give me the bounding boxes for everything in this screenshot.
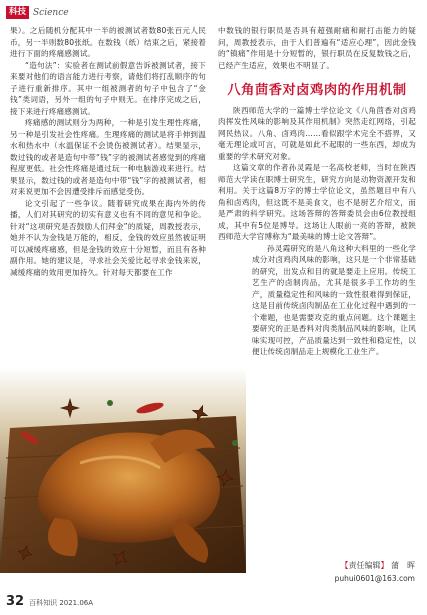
section-tag [6, 6, 69, 19]
right-paragraph-3: 孙灵霞研究的是八角这种大料里的一些化学成分对卤鸡肉风味的影响，这只是一个非常基础的研究，出发点和目的就是要走上应用。传统工艺生产的卤制肉品，尤其是很多手工作坊的生产，质量稳定性和风味的一致性很难得到保证，这是目前传统卤肉制品在工业化过程中遇到的一个难题，也是需要攻克的重点问题。这个课题主要研究的正是香料对肉类制品风味的影响，让风味实现可控，产品质量达到一致性和稳定性，以便让传统卤制品走上规模化工业生产。 [252, 243, 416, 356]
editor-credit: 【责任编辑】 蒲 晖 [340, 561, 415, 570]
right-paragraph-1: 陕西师范大学的一篇博士学位论文《八角茴香对卤鸡肉挥发性风味的影响及其作用机制》突然走红网络，引起网民热议。八角、卤鸡肉……看似跟学术完全不搭界，又毫无理论或可言，可就是如此不起眼的一些东西，却成为重要的学术研究对象。 [218, 105, 416, 161]
right-paragraph-continued: 中数钱的银行职员是否具有超强耐痛和耐打击能力的疑问，周教授表示，由于人们普遍有“适应心理”，因此金钱的“镇痛”作用是十分短暂的，银行职员在反复数钱之后，已经产生适应，效果也不明显了。 [218, 26, 416, 70]
right-column [218, 25, 416, 358]
editor-label: 责任编辑 [348, 561, 381, 570]
article-title: 八角茴香对卤鸡肉的作用机制 [227, 83, 407, 98]
left-paragraph-3: 疼痛感的测试则分为两种，一种是引发生理性疼痛，另一种是引发社会性疼痛。生理疼痛的测试是将手伸到温水和热水中（水温保证不会烫伤被测试者）。结果显示，数过钱的或者是造句中带“钱”字的被测试者感觉到的疼痛程度更低。社会性疼痛是通过玩一种电脑游戏来进行。结果显示，数过钱的或者是造句中带“钱”字的被测试者，相对来说更加不会因遭受排斥而感觉受伤。 [10, 118, 206, 196]
left-paragraph-4: 论文引起了一些争议。随着研究成果在海内外的传播，人们对其研究的切实有意义也有不同的意见和争论。针对“这项研究是否鼓励人们拜金”的质疑，周教授表示，她并不认为金钱是万能的，相反，金钱的效应虽然被证明可以减缓疼痛感，但是金钱的效应十分短暂，而且有各种副作用。她的建议是，寻求社会关爱比起寻求金钱来说，减缓疼痛的效用更加持久。针对每天都要在工作 [10, 198, 206, 277]
right-paragraph-2: 这篇文章的作者孙灵霞是一名高校老师，当时在陕西师范大学读在职博士研究生，研究方向是动物资源开发和利用。关于这篇8万字的博士学位论文，虽然题目中有八角和卤鸡肉，但这既不是美食文，也不是厨艺介绍文，而是严肃的科学研究。这场答辩的答辩委员会由6位教授组成，其中有5位是博导。这场让人眼前一亮的答辩，被陕西师范大学官博称为“最美味的博士论文答辩”。 [218, 163, 416, 241]
braised-chicken-photo [0, 368, 246, 573]
left-paragraph-1: 果）。之后随机分配其中一半的被测试者数80张百元人民币，另一半则数80张纸。在数钱（纸）结束之后，紧接着进行下面的疼痛感测试。 [10, 26, 206, 58]
section-tag-english: Science [33, 7, 69, 18]
editor-name: 蒲 晖 [391, 561, 415, 570]
publication-info: 百科知识 2021.06A [29, 599, 94, 607]
page-footer [6, 594, 93, 609]
left-paragraph-2: “造句法”：实验者在测试前假意告诉被测试者，接下来要对他们的语言能力进行考察，请他们将打乱顺序的句子进行重新排序。其中一组被测者的句子中包含了“金钱”类词语，另外一组的句子中则无。在排序完成之后，接下来进行疼痛感测试。 [10, 60, 206, 116]
section-tag-label: 科技 [6, 6, 29, 19]
braised-chicken-illustration [0, 368, 246, 573]
left-column [10, 25, 206, 278]
editor-email: puhui0601@163.com [334, 574, 415, 583]
page-number: 32 [6, 594, 25, 609]
